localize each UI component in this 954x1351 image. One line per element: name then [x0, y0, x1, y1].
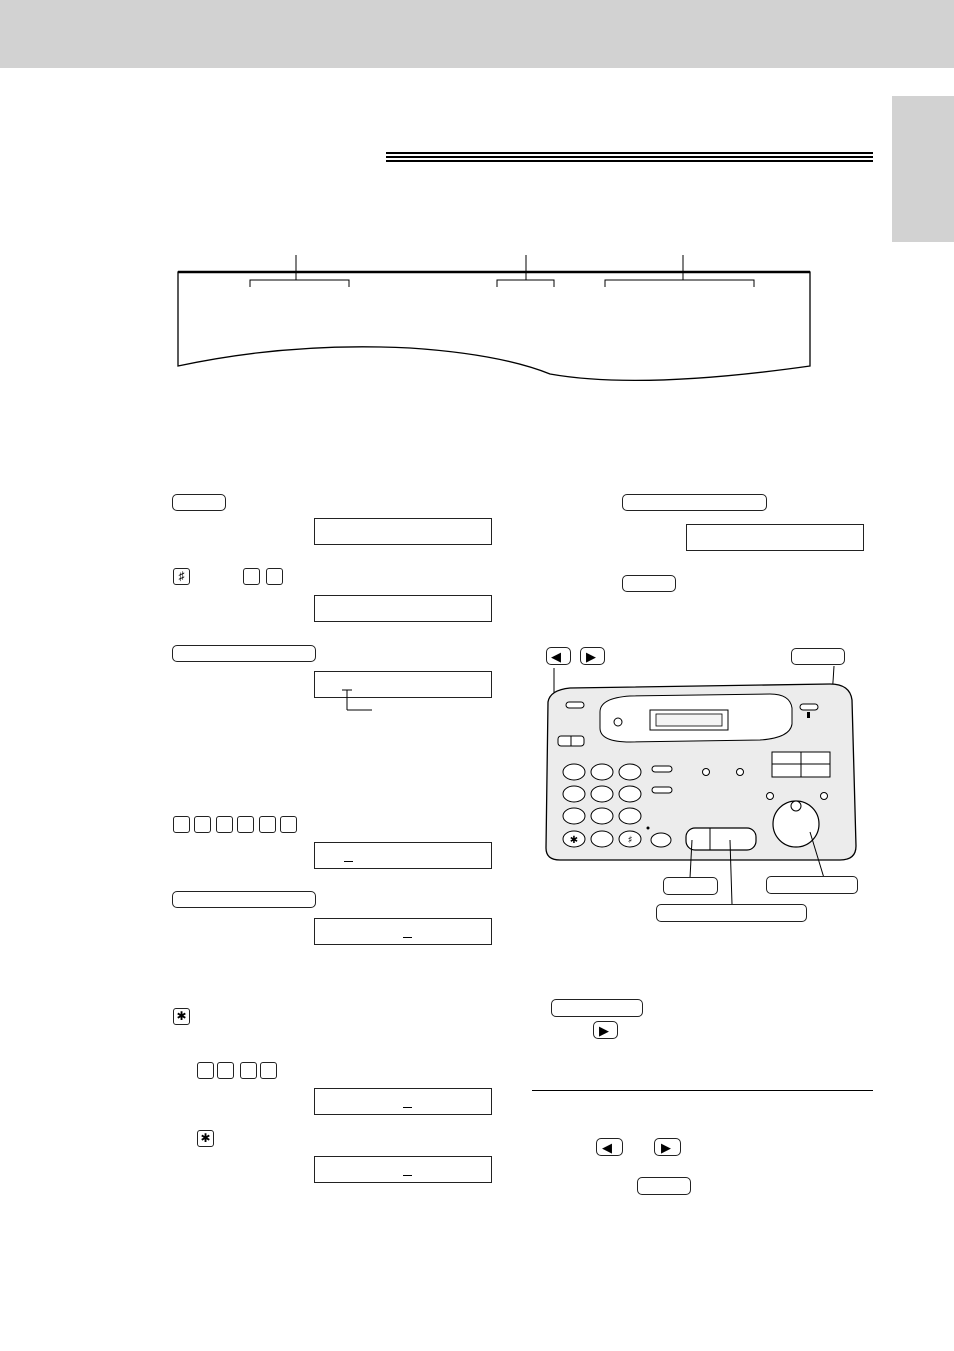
right-arrow-icon[interactable] [593, 1021, 618, 1039]
number-key[interactable] [280, 816, 297, 833]
hash-glyph: ♯ [178, 569, 185, 583]
star-glyph: ✱ [200, 1131, 211, 1145]
display-cursor [344, 861, 353, 862]
display-cursor [403, 937, 412, 938]
right-arrow-glyph: ▶ [586, 649, 596, 664]
left-arrow-icon[interactable] [596, 1138, 623, 1156]
display-step-2 [314, 595, 492, 622]
star-key-icon[interactable] [197, 1130, 214, 1147]
menu-button[interactable] [637, 1177, 691, 1195]
menu-button[interactable] [172, 494, 226, 511]
star-glyph: ✱ [176, 1009, 187, 1023]
jog-dial-label [766, 876, 858, 894]
set-button[interactable] [172, 645, 316, 662]
menu-button[interactable] [622, 575, 676, 592]
display-step-1 [314, 518, 492, 545]
number-key[interactable] [194, 816, 211, 833]
section-side-tab [892, 96, 954, 242]
function-button[interactable] [551, 999, 643, 1017]
star-key-icon[interactable] [173, 1008, 190, 1025]
number-key[interactable] [217, 1062, 234, 1079]
number-key[interactable] [260, 1062, 277, 1079]
number-key[interactable] [259, 816, 276, 833]
display-step-4 [314, 842, 492, 869]
display-step-7 [314, 1156, 492, 1183]
svg-text:♯: ♯ [627, 835, 633, 846]
right-arrow-icon[interactable] [654, 1138, 681, 1156]
number-key[interactable] [197, 1062, 214, 1079]
header-sample-diagram [170, 250, 820, 390]
svg-text:✱: ✱ [569, 835, 579, 846]
section-divider [532, 1090, 873, 1091]
cursor-callout [340, 688, 380, 714]
left-arrow-glyph: ◀ [551, 649, 561, 664]
number-key[interactable] [216, 816, 233, 833]
set-button[interactable] [172, 891, 316, 908]
display-step-8 [686, 524, 864, 551]
number-key[interactable] [266, 568, 283, 585]
number-key[interactable] [243, 568, 260, 585]
display-cursor [403, 1175, 412, 1176]
display-cursor [403, 1107, 412, 1108]
hash-key-icon[interactable] [173, 568, 190, 585]
left-arrow-glyph: ◀ [602, 1140, 612, 1155]
display-step-5 [314, 918, 492, 945]
header-band [0, 0, 954, 68]
stop-button[interactable] [663, 877, 718, 895]
set-button[interactable] [622, 494, 767, 511]
start-copy-label [656, 904, 807, 922]
number-key[interactable] [237, 816, 254, 833]
right-arrow-glyph: ▶ [661, 1140, 671, 1155]
number-key[interactable] [240, 1062, 257, 1079]
title-rule [386, 152, 873, 162]
display-step-6 [314, 1088, 492, 1115]
number-key[interactable] [173, 816, 190, 833]
right-arrow-glyph: ▶ [599, 1023, 609, 1038]
